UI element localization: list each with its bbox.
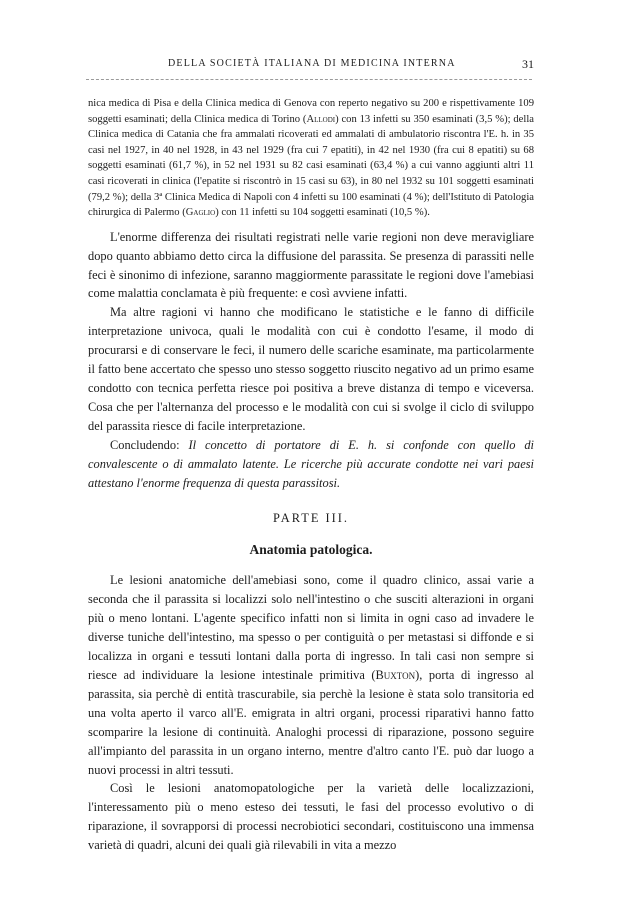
text-run: Concludendo: [110, 437, 189, 452]
text-body [88, 96, 534, 855]
conclusion-paragraph [88, 436, 534, 493]
paragraph: Così le lesioni anatomopatologiche per la varietà delle localizzazioni, l'interessamento più o meno esteso dei tessuti, le fasi del processo evolutivo o di riparazione, il sovrapporsi di processi necrobiotici secondari, costituiscono una immensa varietà di quadri, alcuni dei quali già rilevabili in vita a mezzo [88, 781, 534, 853]
paragraph: Ma altre ragioni vi hanno che modificano le statistiche e le fanno di difficile interpretazione univoca, quali le modalità con cui è condotto l'esame, il modo di procurarsi e di conservare le feci, il numero delle scariche esaminate, ma particolarmente il fatto bene accertato che spesso uno stesso soggetto riuscito negativo ad un primo esame condotto con tecnica perfetta riesce poi positiva a breve distanza di tempo e viceversa. Cosa che per l'alternanza del processo e le modalità con cui si svolge il ciclo di sviluppo del parassita riesce di facile interpretazione. [88, 305, 534, 433]
main-text [88, 228, 534, 493]
italic-conclusion: Il concetto di portatore di E. h. si confonde con quello di convalescente o di ammalato latente. Le ricerche più accurate condotte nei vari paesi attestano l'enorme frequenza di questa parassitosi. [88, 437, 534, 490]
running-title: DELLA SOCIETÀ ITALIANA DI MEDICINA INTERNA [168, 58, 456, 69]
paragraph: L'enorme differenza dei risultati registrati nelle varie regioni non deve meravigliare dopo quanto abbiamo detto circa la diffusione del parassita. Se presenza di parassiti nelle feci è sinonimo di infezione, saranno maggiormente parassitate le regioni dove l'amebiasi come malattia conclamata è più frequente: e così avviene infatti. [88, 229, 534, 301]
text-run: ), porta di ingresso al parassita, sia perchè di entità trascurabile, sia perchè la lesione è stata solo transitoria ed una volta aperto il varco all'E. emigrata in altri organi, processi riparativi hanno fatto scomparire la lesione di continuità. Analoghi processi di riparazione, possono seguire all'impianto del parassita in un organo interno, mentre d'altro canto l'E. può dar luogo a nuovi processi in altri tessuti. [88, 667, 534, 777]
text-run: ) con 13 infetti su 350 esaminati (3,5 %); della Clinica medica di Catania che fra ammalati ricoverati ed ammalati di ambulatorio riscontra l'E. h. in 35 casi nel 1927, in 40 nel 1928, in 43 nel 1929 (fra cui 7 epatiti), in 42 nel 1930 (fra cui 8 epatiti) su 68 soggetti esaminati (61,7 %), in 52 nel 1931 su 82 casi esaminati (63,4 %) a cui vanno aggiunti altri 11 casi ricoverati in clinica (l'epatite si riscontrò in 15 casi su 63), in 80 nel 1932 su 101 soggetti esaminati (79,2 %); della 3ª Clinica Medica di Napoli con 4 infetti su 100 esaminati (4 %); dell'Istituto di Patologia chirurgica di Palermo ( [88, 113, 534, 219]
part-label: PARTE III. [273, 511, 349, 526]
running-header [88, 58, 534, 74]
section-heading: Anatomia patologica. [249, 542, 373, 558]
page-number: 31 [522, 57, 534, 71]
section-text [88, 571, 534, 855]
header-rule [86, 79, 532, 80]
paragraph [88, 571, 534, 779]
small-print-block [88, 96, 534, 221]
author-name: Buxton [375, 667, 416, 682]
text-run: Le lesioni anatomiche dell'amebiasi sono, come il quadro clinico, assai varie a seconda che il parassita si localizzi solo nell'intestino o che susciti alterazioni in organi più o meno lontani. L'agente specifico infatti non si limita in ogni caso ad invadere le diverse tuniche dell'intestino, ma spesso o per contiguità o per metastasi si diffonde e si localizza in organi e tessuti lontani dalla porta di ingresso. In tali casi non sempre si riesce ad individuare la lesione intestinale primitiva ( [88, 573, 534, 682]
text-run: nica medica di Pisa e della Clinica medica di Genova con reperto negativo su 200 e rispettivamente 109 soggetti esaminati; della Clinica medica di Torino ( [88, 98, 534, 125]
text-run: ) con 11 infetti su 104 soggetti esaminati (10,5 %). [215, 207, 430, 219]
author-name: Allodi [306, 113, 336, 125]
author-name: Gaglio [185, 207, 216, 219]
statistics-paragraph [88, 96, 534, 221]
